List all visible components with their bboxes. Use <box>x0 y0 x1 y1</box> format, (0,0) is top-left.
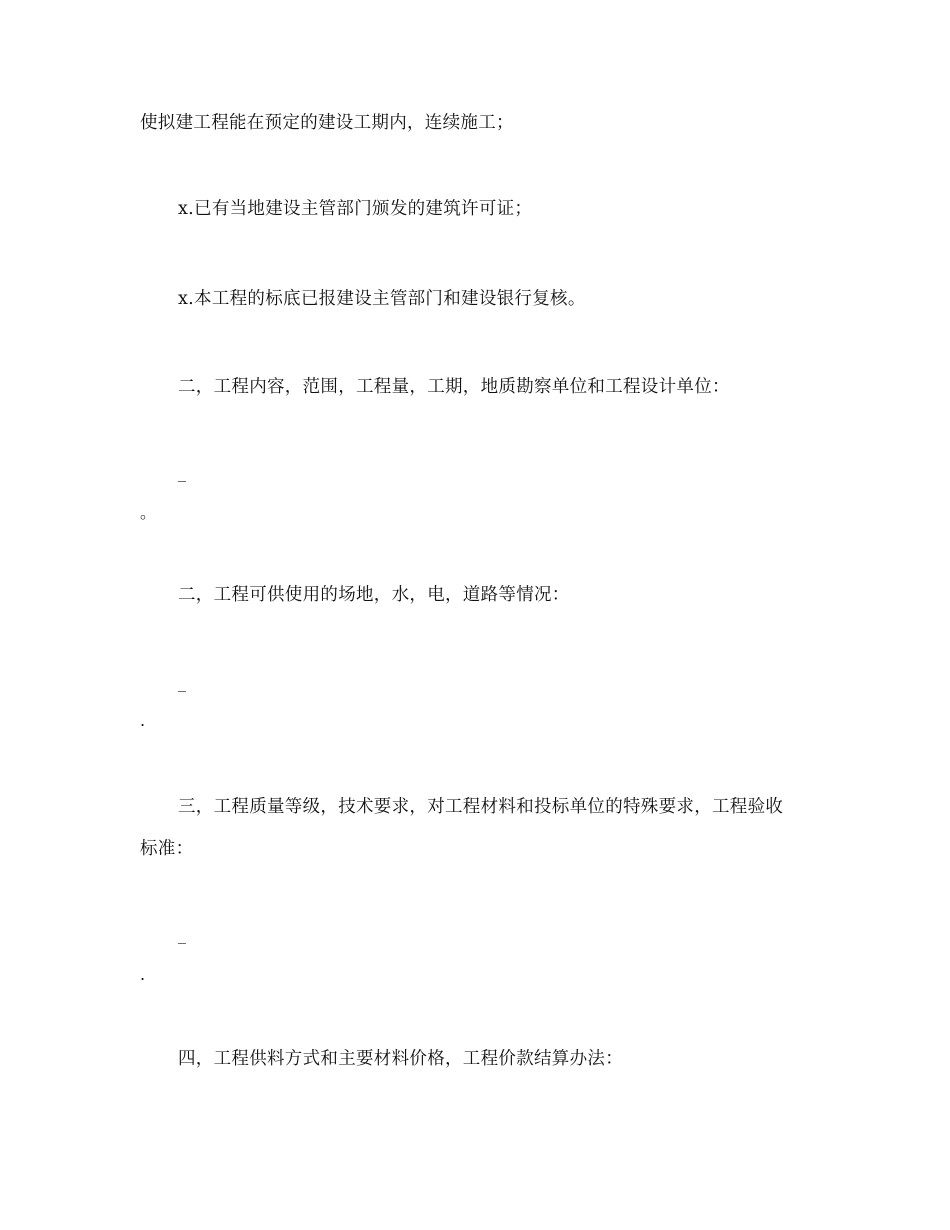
section-heading: 四，工程供料方式和主要材料价格，工程价款结算办法： <box>178 1049 623 1069</box>
end-mark: . <box>140 965 146 984</box>
section-heading-continued: 标准： <box>140 839 194 859</box>
end-mark: 。 <box>140 503 157 522</box>
blank-fill-line: _ <box>178 463 187 482</box>
section-heading: 三，工程质量等级，技术要求，对工程材料和投标单位的特殊要求，工程验收 <box>178 797 784 817</box>
section-heading: 二，工程内容，范围，工程量，工期，地质勘察单位和工程设计单位： <box>178 377 730 397</box>
paragraph-line: 使拟建工程能在预定的建设工期内，连续施工； <box>140 113 514 133</box>
section-heading: 二，工程可供使用的场地，水，电，道路等情况： <box>178 585 570 605</box>
list-item: x.本工程的标底已报建设主管部门和建设银行复核。 <box>178 289 586 309</box>
blank-fill-line: _ <box>178 925 187 944</box>
end-mark: . <box>140 711 146 730</box>
list-item: x.已有当地建设主管部门颁发的建筑许可证； <box>178 199 533 219</box>
blank-fill-line: _ <box>178 673 187 692</box>
